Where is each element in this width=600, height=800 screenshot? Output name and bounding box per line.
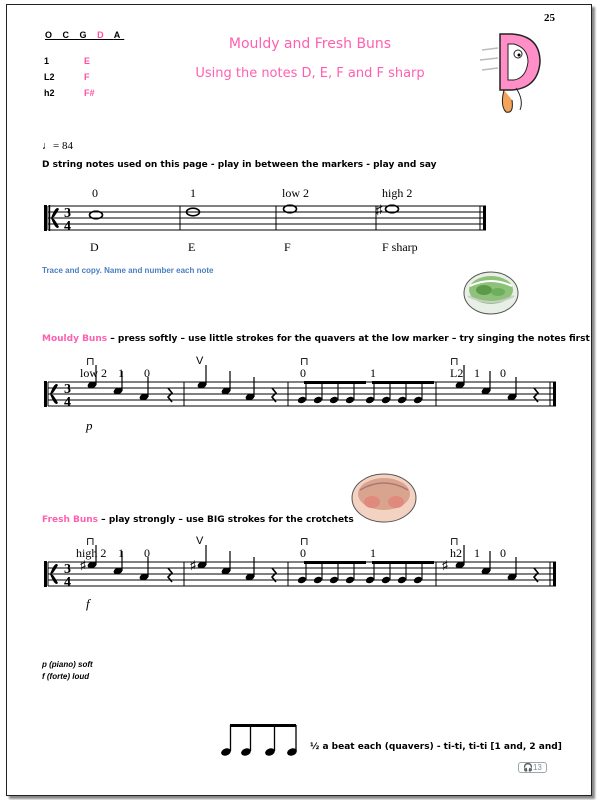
fresh-finger-0a: 0: [144, 546, 150, 560]
string-o: O: [45, 30, 57, 40]
tempo-marking: ♩= 84: [42, 140, 73, 152]
page-subtitle: Using the notes D, E, F and F sharp: [195, 66, 425, 81]
finger-note-3: F#: [84, 88, 95, 98]
time-sig-top: 3: [64, 382, 71, 397]
sharp-sign-icon: ♯: [80, 558, 86, 572]
fresh-text: – play strongly – use BIG strokes for the crotchets: [98, 515, 354, 525]
string-a: A: [113, 30, 125, 40]
finger-label-2: L2: [44, 72, 55, 82]
final-barline: [553, 562, 556, 586]
d-string-instruction: D string notes used on this page - play in between the markers - play and say: [42, 160, 437, 170]
note-name-f: F: [284, 240, 291, 254]
finger-note-2: F: [84, 72, 90, 82]
quaver-beam: [304, 561, 366, 564]
time-sig-bottom: 4: [64, 395, 71, 410]
mouldy-instruction: [42, 334, 590, 344]
mouldy-staff: [40, 380, 560, 410]
fresh-finger-high2: high 2: [76, 546, 107, 560]
strings-label: [45, 30, 124, 40]
mouldy-finger-low2: low 2: [80, 366, 107, 380]
fresh-finger-1b: 1: [370, 546, 376, 560]
mouldy-label: Mouldy Buns: [42, 334, 108, 344]
note-name-d: D: [90, 240, 99, 254]
note-name-f-sharp: F sharp: [382, 240, 418, 254]
mouldy-finger-0a: 0: [144, 366, 150, 380]
mouldy-bun-icon: [462, 270, 520, 316]
fresh-label: Fresh Buns: [42, 515, 99, 525]
fresh-finger-h2: h2: [450, 546, 462, 560]
finger-note-1: E: [84, 56, 91, 66]
final-barline: [553, 382, 556, 406]
fresh-downbow-1-icon: ⊓: [86, 536, 95, 548]
sharp-sign-icon: ♯: [190, 558, 196, 572]
fresh-upbow-icon: V: [196, 535, 204, 547]
fresh-finger-1a: 1: [118, 546, 124, 560]
finger-number-high2: high 2: [382, 186, 413, 200]
dynamics-piano: p (piano) soft: [42, 660, 93, 669]
mouldy-dynamic: p: [86, 418, 93, 433]
string-d: D: [97, 30, 108, 40]
clef-bar: [44, 381, 47, 407]
mouldy-finger-1a: 1: [118, 366, 124, 380]
fresh-staff: [40, 560, 560, 590]
sharp-sign-icon: ♯: [442, 558, 448, 572]
time-sig-top: 3: [64, 206, 71, 221]
string-g: G: [79, 30, 91, 40]
quaver-beam: [372, 381, 434, 384]
note-name-e: E: [188, 240, 196, 254]
fresh-instruction: [42, 515, 354, 525]
fresh-bun-icon: [350, 472, 418, 524]
mouldy-downbow-1-icon: ⊓: [86, 356, 95, 368]
quaver-beam: [304, 381, 366, 384]
quaver-description: ½ a beat each (quavers) - ti-ti, ti-ti [1 and, 2 and]: [310, 742, 562, 752]
fresh-downbow-3-icon: ⊓: [450, 536, 459, 548]
quaver-beam: [372, 561, 434, 564]
finger-label-3: h2: [44, 88, 55, 98]
mouldy-upbow-icon: V: [196, 355, 204, 367]
mouldy-downbow-2-icon: ⊓: [300, 356, 309, 368]
mouldy-text: – press softly – use little strokes for the quavers at the low marker – try singing the notes first: [107, 334, 590, 344]
sharp-sign-icon: ♯: [376, 202, 383, 217]
letter-d-mascot-icon: [478, 28, 548, 118]
clef-bar: [44, 561, 47, 587]
fresh-dynamic: f: [86, 596, 90, 611]
fresh-downbow-2-icon: ⊓: [300, 536, 309, 548]
dynamics-forte: f (forte) loud: [42, 672, 90, 681]
time-sig-top: 3: [64, 562, 71, 577]
quaver-group-icon: [218, 722, 302, 758]
finger-number-1: 1: [190, 186, 196, 200]
mouldy-finger-1b: 1: [370, 366, 376, 380]
time-sig-bottom: 4: [64, 219, 71, 234]
fresh-finger-0c: 0: [500, 546, 506, 560]
mouldy-finger-0c: 0: [500, 366, 506, 380]
page-number: 25: [544, 12, 555, 24]
headphones-icon: 🎧: [523, 763, 533, 772]
page-title: Mouldy and Fresh Buns: [228, 36, 392, 52]
mouldy-finger-1c: 1: [474, 366, 480, 380]
audio-track-number: 13: [532, 763, 542, 772]
string-c: C: [62, 30, 74, 40]
audio-track-badge[interactable]: [518, 762, 547, 773]
mouldy-finger-l2: L2: [450, 366, 464, 380]
finger-number-0: 0: [92, 186, 98, 200]
fresh-finger-0b: 0: [300, 546, 306, 560]
trace-instruction: Trace and copy. Name and number each note: [42, 266, 214, 275]
fresh-finger-1c: 1: [474, 546, 480, 560]
time-sig-bottom: 4: [64, 575, 71, 590]
mouldy-finger-0b: 0: [300, 366, 306, 380]
mouldy-downbow-3-icon: ⊓: [450, 356, 459, 368]
finger-number-low2: low 2: [282, 186, 309, 200]
finger-label-1: 1: [44, 56, 50, 66]
notes-staff: [40, 200, 490, 240]
